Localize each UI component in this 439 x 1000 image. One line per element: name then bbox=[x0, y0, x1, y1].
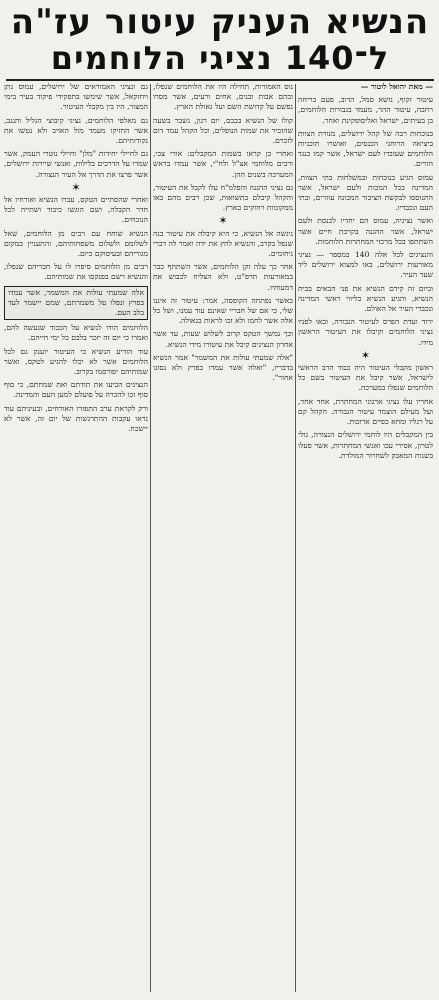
column-divider-left bbox=[150, 84, 151, 992]
right-paragraph: וביום זה קידם הנשיא את פני הבאים בבית הנשיא, והגיע הנשיא בליווי ראשי המדינה ונכבדי העיר אל האולם. bbox=[298, 283, 433, 314]
right-paragraph: ראשון מקבלי העיטור היה כבוד הרב הראשי לישראל, אשר קיבל את העיטור בשם כל הלוחמים שנפלו במערכה. bbox=[298, 363, 433, 393]
right-paragraph: בין המקבלים היו לוחמי ירושלים הנצורה, גולי לטרון, אסירי עכו ואנשי המחתרות, אשר פעלו בשנות המאבק לשחרור המולדת. bbox=[298, 430, 433, 460]
right-paragraph: בנוכחות רבה של קהל ירושלים, מנורת הצוות ביציאה הרוחני הכנסים, ואושרו תוכניות הלוחמים שעובדו לעם ישראל, אשר קמו כנגד הזרים. bbox=[298, 128, 433, 169]
right-paragraph: אחריו עלו נציגי ארגוני המחתרת, אחד אחד, ועל מעילם הוצמד עיטור הגבורה. הקהל קם על רגליו ומחא כפיים ארוכות. bbox=[298, 396, 433, 427]
article-column-right bbox=[298, 82, 433, 994]
right-paragraph: עיטור זקוף, נושא סמל, הדוב, פעם בריחה רחבה, עיטור ההר, מעמד בגבורות הלוחמים, בן בעיתים, ישראל ואליסופקינת ואחר. bbox=[298, 95, 433, 125]
right-paragraph: והנציגים לכל אלה 140 במספר — נציגי מאורעות ירושלים, באו למצוא ירושלים ליד שער העיר. bbox=[298, 250, 433, 280]
left-paragraph: הנציגים הביעו את תודתם ואת שמחתם, כי סוף סוף זכו להכרה על פועלם למען העם והמדינה. bbox=[4, 380, 148, 400]
right-paragraph: — מאת יהואל לוטור — bbox=[360, 82, 433, 91]
headline bbox=[5, 0, 435, 80]
right-paragraph: ירוד ועדת הפרס לעיטור הגבורה, ובאו לפניו נציגי הלוחמים וקיבלו את העיטור הראשון מידו. bbox=[298, 317, 433, 347]
middle-paragraph: ואחרי כן קראו בשמות המקבלים: אורי צבי, ורבים מלוחמי אצ"ל ולח"י, אשר עמדו בראש המערכה בשנים ההן. bbox=[153, 149, 293, 179]
right-paragraph: ואשר נציגיה, עמוס הם יחדיו לכנסת ולעם ישראל, אשר ההגנה בקרבת חיים אשר השתתפו בכל מרכזי המחתרות הלוחמות. bbox=[298, 216, 433, 246]
middle-paragraph: "אלה שמעתי עולות את המשמר" אמר הנשיא בדבריו, "ואלה אשר עמדו בפרץ ולא נסוגו אחור". bbox=[153, 352, 293, 383]
article-column-left bbox=[4, 82, 148, 994]
middle-paragraph: אחר כך עלה זקן הלוחמים, אשר השתתף כבר במאורעות תרפ"ט, ולא הצליח לכבוש את דמעותיו. bbox=[153, 262, 293, 292]
right-paragraph: עמוס הגיע בנוכחות ובמשלחות בתי הצוות, המדינה בכל המכות ולעם ישראל, אשר התנוססו לבקשת הציבור המכונה עוזרים, ובתי העם ונכבדיו. bbox=[298, 172, 433, 213]
headline-rule bbox=[6, 79, 434, 81]
left-paragraph: הלוחמים הודו לנשיא על הכבוד שנעשה להם, ואמרו כי יום זה יזכר בלבם כל ימי חייהם. bbox=[4, 323, 148, 343]
left-paragraph: ✶ bbox=[71, 180, 81, 194]
left-paragraph: רבים מן הלוחמים סיפרו לו על חבריהם שנפלו, והנשיא רשם בפנקסו את שמותיהם. bbox=[4, 262, 148, 282]
right-paragraph: ✶ bbox=[360, 348, 371, 362]
headline-line-1: הנשיא העניק עיטור עז"ה bbox=[10, 2, 430, 42]
left-paragraph: ורק לקראת ערב התפזרו האורחים, ובעיניהם עוד נראו עקבות ההתרגשות של יום זה, אשר לא יישכח. bbox=[4, 403, 148, 434]
middle-paragraph: ✶ bbox=[218, 214, 228, 228]
middle-paragraph: נוס האמורות, תחילה היו את הלוחמים שנפלו, ובהם אבות ובנים, אחים ורעים, אשר מסרו נפשם על קדושת השם ועל גאולת הארץ. bbox=[153, 82, 293, 112]
boxed-quote: אלה שמעתי עולות את המשמר, אשר עמדו בפרץ ונפלו על משמרתם, שמם יישמר לעד בלב העם. bbox=[4, 286, 148, 321]
left-paragraph: הנשיא שוחח עם רבים מן הלוחמים, שאל לשלומם ולשלום משפחותיהם, והתעניין במקום מגוריהם ובעיסוקם כיום. bbox=[4, 228, 148, 259]
middle-paragraph: ניגשה אל הנשיא, כי היא קיבלה את עיטור בנה שנפל בקרב, והנשיא לחץ את ידה ואמר לה דברי ניחומים. bbox=[153, 228, 293, 259]
article-column-middle bbox=[153, 82, 293, 994]
column-divider-right bbox=[295, 84, 296, 992]
left-paragraph: גם לחיילי יחידות "מלן" וחיילי נוטרי העמק, אשר שמרו על הדרכים בלילות, ואנשי שיירות ירושלים, אשר פרצו את הדרך אל העיר הנצורה. bbox=[4, 149, 148, 179]
middle-paragraph: גם נציגי ההגנה והפלמ"ח עלו לקבל את העיטור, והקהל קיבלם בתשואות, שכן רבים מהם באו ממקומות רחוקים בארץ. bbox=[153, 182, 293, 213]
headline-line-2: ל־140 נציגי הלוחמים bbox=[50, 39, 390, 77]
left-paragraph: ואחרי שהסתיים הטקס, עברו הנשיא ואורחיו אל חדר הקבלה, ושם הוגשו כיבוד ושתייה לכל הנוכחים. bbox=[4, 195, 148, 225]
left-paragraph: גם מאלפי הלוחמים, נציגי קיבוצי הגליל והנגב, אשר החזיקו מעמד מול האויב ולא נטשו את נקודותיהם. bbox=[4, 115, 148, 146]
left-paragraph: עוד הודיע הנשיא כי העיטור יוענק גם לכל הלוחמים אשר לא יכלו להגיע לטקס, ואשר שמותיהם יפורסמו בקרוב. bbox=[4, 346, 148, 377]
left-paragraph: גם ונציגי האמוראים של ירושלים, עמוס נתן ויחזקאל, אשר שימשו בתפקידי פיקוד בעיר בימי המצור, היו בין מקבלי העיטור. bbox=[4, 82, 148, 112]
middle-paragraph: וכך נמשך הטקס קרוב לשלוש שעות, עד אשר אחרון הנציגים קיבל את עיטורו מידי הנשיא. bbox=[153, 329, 293, 349]
middle-paragraph: כאשר נפתחה הקופסה, אמר: עיטור זה איננו שלי, כי אם של חבריי שאינם עוד עמנו, ושל כל אלה אשר לחמו ולא זכו לראות בגאולה. bbox=[153, 295, 293, 326]
middle-paragraph: קולו של הנשיא בכבס, יום רגון, נשבר בשעה שהזכיר את שמות הנופלים, וכל הקהל עמד דום לזכרם. bbox=[153, 115, 293, 146]
